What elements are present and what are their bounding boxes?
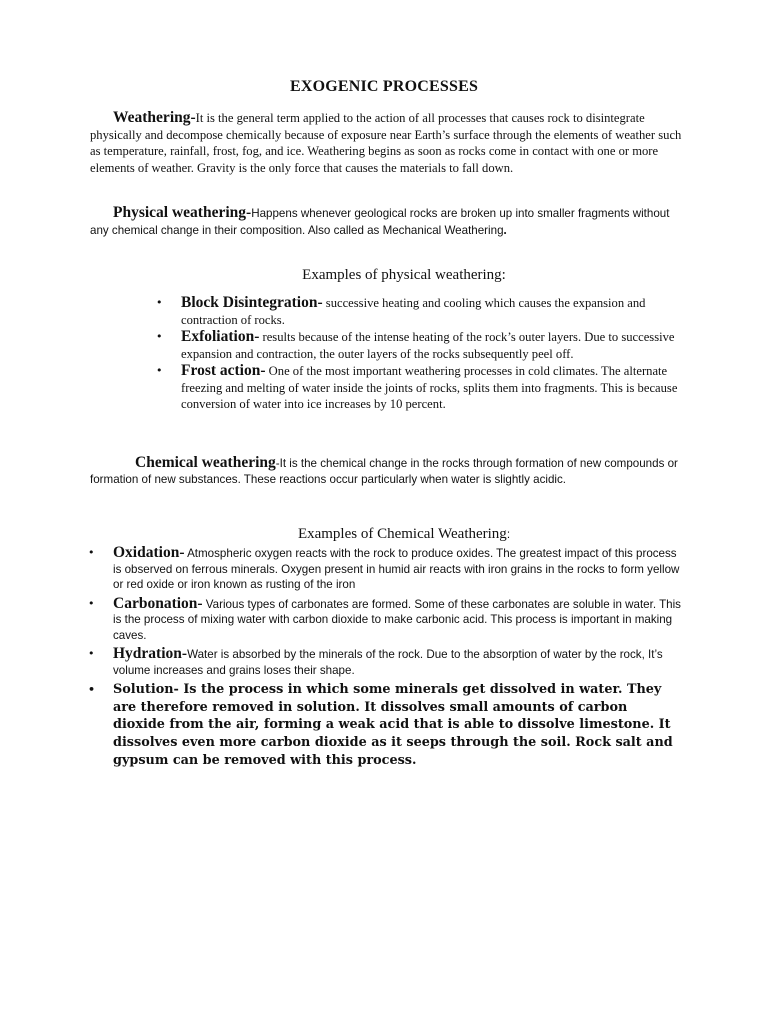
list-item-carbonation: [88, 594, 683, 644]
physical-weathering-paragraph: [90, 205, 690, 238]
list-item-solution: [88, 681, 683, 770]
item-text: One of the most important weathering processes in cold climates. The alternate freezing and melting of water inside the joints of rocks, splits them into fragments. This is because conversion of water into ice increases by 10 percent.: [181, 364, 678, 411]
chemical-examples-heading: [0, 526, 768, 543]
chemical-weathering-paragraph: [90, 455, 690, 487]
bullet-icon: •: [88, 683, 96, 696]
list-item-block-disintegration: [156, 294, 691, 328]
physical-weathering-term: Physical weathering-: [113, 204, 252, 221]
item-term: Frost action-: [181, 362, 266, 379]
weathering-term: Weathering-: [113, 109, 196, 126]
item-term: Carbonation-: [113, 594, 203, 612]
item-text: Water is absorbed by the minerals of the rock. Due to the absorption of water by the rock, It’s volume increases and grains loses their shape.: [113, 648, 663, 677]
chemical-examples-list: [88, 544, 683, 770]
bullet-icon: •: [88, 596, 95, 610]
bullet-icon: •: [156, 296, 163, 309]
bullet-icon: •: [156, 330, 163, 343]
item-text: results because of the intense heating of the rock’s outer layers. Due to successive expansion and contraction, the outer layers of the rocks subsequently peel off.: [181, 330, 675, 361]
list-item-exfoliation: [156, 328, 691, 362]
chemical-examples-heading-text: Examples of Chemical Weathering: [297, 526, 507, 542]
chemical-examples-heading-colon: :: [506, 528, 511, 541]
physical-weathering-end: .: [503, 222, 507, 237]
item-term: Exfoliation-: [181, 328, 260, 345]
item-text: Solution- Is the process in which some minerals get dissolved in water. They are therefore removed in solution. It dissolves small amounts of carbon dioxide from the air, forming a weak acid that is able to dissolve limestone. It dissolves even more carbon dioxide as it seeps through the soil. Rock salt and gypsum can be removed with this process.: [113, 682, 673, 768]
bullet-icon: •: [88, 546, 95, 559]
list-item-hydration: [88, 645, 683, 678]
weathering-text: It is the general term applied to the action of all processes that causes rock to disintegrate physically and decompose chemically because of exposure near Earth’s surface through the elements of weather such as temperature, rainfall, frost, fog, and ice. Weathering begins as soon as rocks come in contact with one or more elements of weather. Gravity is the only force that causes the materials to fall down.: [90, 111, 682, 175]
physical-examples-heading: Examples of physical weathering:: [302, 267, 506, 283]
bullet-icon: •: [88, 647, 95, 660]
physical-weathering-text: Happens whenever geological rocks are broken up into smaller fragments without any chemical change in their composition. Also called as Mechanical Weathering: [90, 207, 670, 237]
item-text: Atmospheric oxygen reacts with the rock to produce oxides. The greatest impact of this process is observed on ferrous minerals. Oxygen present in humid air reacts with iron grains in the rocks to form yellow or red oxide or iron known as rusting of the iron: [113, 547, 680, 591]
chemical-weathering-term: Chemical weathering: [135, 454, 276, 471]
weathering-paragraph: [90, 110, 690, 176]
item-text: successive heating and cooling which causes the expansion and contraction of rocks.: [181, 296, 646, 327]
item-term: Hydration-: [113, 645, 188, 662]
physical-examples-list: [156, 294, 691, 413]
bullet-icon: •: [156, 364, 163, 377]
item-text: Various types of carbonates are formed. Some of these carbonates are soluble in water. This is the process of mixing water with carbon dioxide to make carbonic acid. This process is important in making caves.: [113, 597, 681, 642]
list-item-frost-action: [156, 362, 691, 413]
item-term: Block Disintegration-: [181, 294, 323, 311]
document-title: EXOGENIC PROCESSES: [289, 78, 479, 95]
chemical-weathering-text: -It is the chemical change in the rocks through formation of new compounds or formation of new substances. These reactions occur particularly when water is slightly acidic.: [90, 457, 678, 486]
list-item-oxidation: [88, 544, 683, 593]
item-term: Oxidation-: [113, 544, 185, 561]
